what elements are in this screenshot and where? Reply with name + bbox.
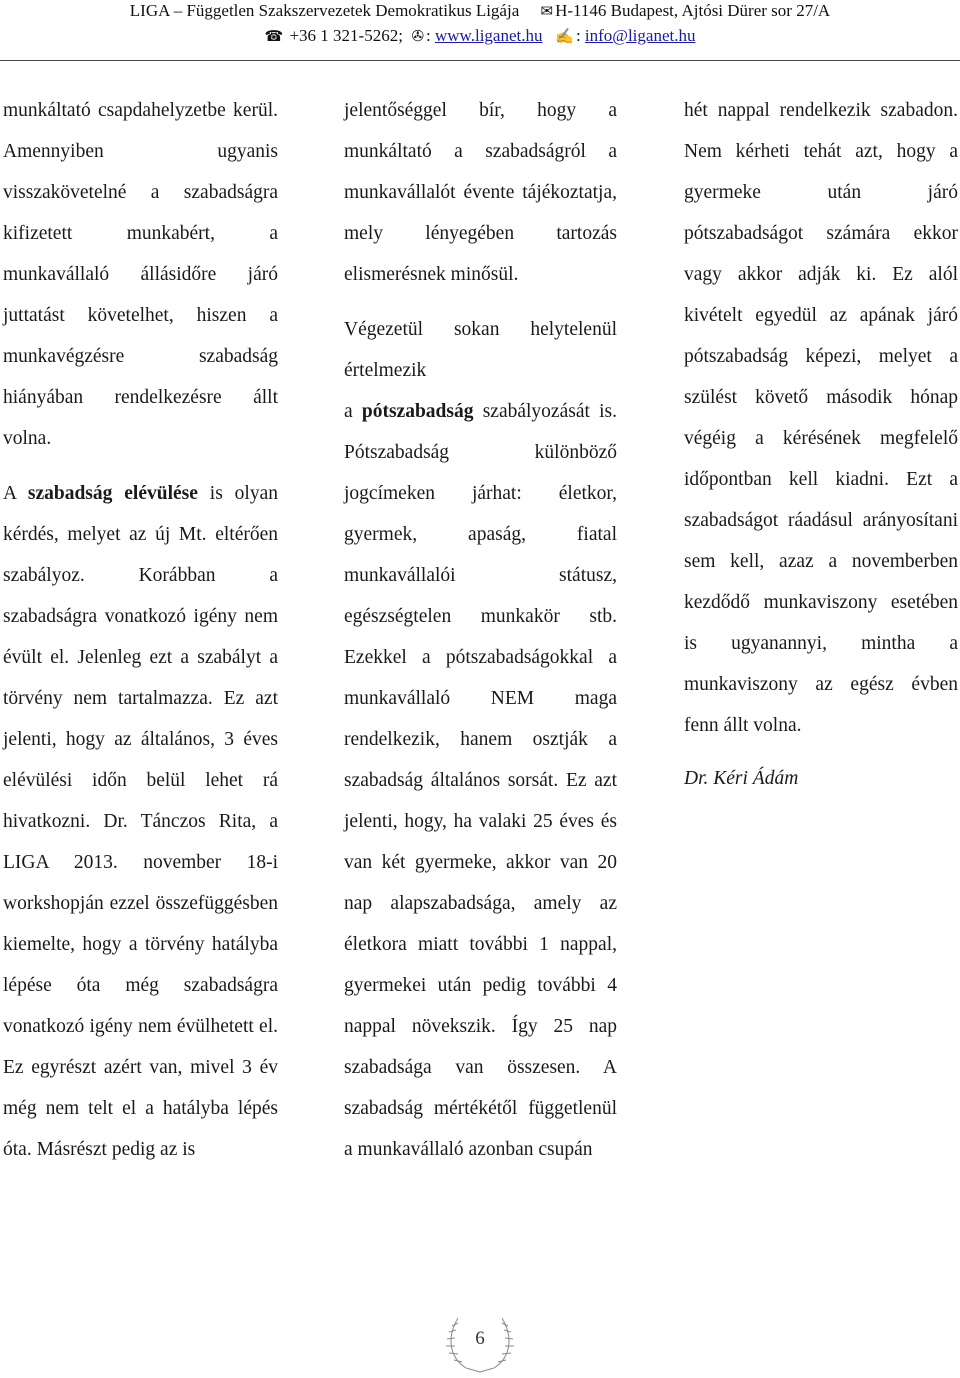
text-run bbox=[112, 483, 124, 504]
paragraph bbox=[344, 391, 617, 1170]
bold-term-szabadsag: szabadság bbox=[27, 483, 113, 504]
page-number: 6 bbox=[475, 1328, 485, 1349]
address: H-1146 Budapest, Ajtósi Dürer sor 27/A bbox=[555, 1, 831, 20]
author-signature: Dr. Kéri Ádám bbox=[684, 768, 799, 789]
mail-icon: ✍ bbox=[555, 29, 574, 45]
envelope-icon: ✉ bbox=[540, 4, 554, 20]
text-run: a bbox=[344, 401, 362, 422]
paragraph-gap bbox=[3, 459, 278, 473]
phone-icon: ☎ bbox=[264, 29, 284, 45]
paragraph-gap bbox=[344, 295, 617, 309]
paragraph: Végezetül sokan helytelenül értelmezik bbox=[344, 319, 617, 381]
paragraph: munkáltató csapdahelyzetbe kerül. Amennyiben ugyanis visszakövetelné a szabadságra kifizetett munkabért, a munkavállaló állásidőre járó juttatást követelhet, hiszen a munkavégzésre szabadság hiányában rendelkezésre állt volna. bbox=[3, 100, 278, 449]
bold-term-potszabadsag: pótszabadság bbox=[361, 401, 474, 422]
letterhead bbox=[0, 0, 960, 50]
paragraph: hét nappal rendelkezik szabadon. Nem kérheti tehát azt, hogy a gyermeke után járó pótszabadságot számára ekkor vagy akkor adják ki. Ez alól kivételt egyedül az apának járó pótszabadság képezi, melyet a szülést követő második hónap végéig a kérésének megfelelő időpontban kell kiadni. Ezt a szabadságot ráadásul arányosítani sem kell, azaz a novemberben kezdődő munkaviszony esetében is ugyanannyi, mintha a munkaviszony az egész évben fenn állt volna. bbox=[684, 100, 958, 736]
page-number-badge bbox=[436, 1308, 524, 1374]
web-separator: : bbox=[426, 26, 431, 45]
column-1 bbox=[3, 90, 278, 1170]
org-name: LIGA – Független Szakszervezetek Demokratikus Ligája bbox=[129, 1, 520, 20]
column-2 bbox=[344, 90, 617, 1170]
bold-term-elevules: elévülése bbox=[124, 483, 198, 504]
header-divider bbox=[0, 60, 960, 61]
website-link[interactable]: www.liganet.hu bbox=[435, 26, 543, 45]
letterhead-line-2 bbox=[0, 25, 960, 48]
paragraph: jelentőséggel bír, hogy a munkáltató a szabadságról a munkavállalót évente tájékoztatja, mely lényegében tartozás elismerésnek minősül. bbox=[344, 100, 617, 285]
paragraph bbox=[3, 473, 278, 1170]
globe-icon: ✇ bbox=[411, 29, 425, 45]
email-separator: : bbox=[575, 26, 581, 45]
text-run: szabályozását is. Pótszabadság különböző jogcímeken járhat: életkor, gyermek, apaság, fiatal munkavállalói státusz, egészségtelen munkakör stb. Ezekkel a pótszabadságokkal a munkavállaló NEM maga rendelkezik, hanem osztják a szabadság általános sorsát. Ez azt jelenti, hogy, ha valaki 25 éves és van két gyermeke, akkor van 20 nap alapszabadsága, amely az életkora miatt további 1 nappal, gyermekei után pedig további 4 nappal növekszik. Így 25 nap szabadsága van összesen. A szabadság mértékétől függetlenül a munkavállaló azonban csupán bbox=[344, 401, 618, 1160]
text-run: A bbox=[3, 483, 28, 504]
text-run: is olyan kérdés, melyet az új Mt. eltérően szabályoz. Korábban a szabadságra vonatkozó igény nem évült el. Jelenleg ezt a szabályt a törvény nem tartalmazza. Ez azt jelenti, hogy az általános, 3 éves elévülési időn belül lehet rá hivatkozni. Dr. Tánczos Rita, a LIGA 2013. november 18-i workshopján ezzel összefüggésben kiemelte, hogy a törvény hatályba lépése óta még szabadságra vonatkozó igény nem évülhetett el. Ez egyrészt azért van, mivel 3 év még nem telt el a hatályba lépés óta. Másrészt pedig az is bbox=[3, 483, 278, 1160]
column-3 bbox=[684, 90, 958, 799]
email-link[interactable]: info@liganet.hu bbox=[584, 26, 696, 45]
phone: +36 1 321-5262; bbox=[289, 26, 403, 45]
letterhead-line-1 bbox=[0, 0, 960, 23]
